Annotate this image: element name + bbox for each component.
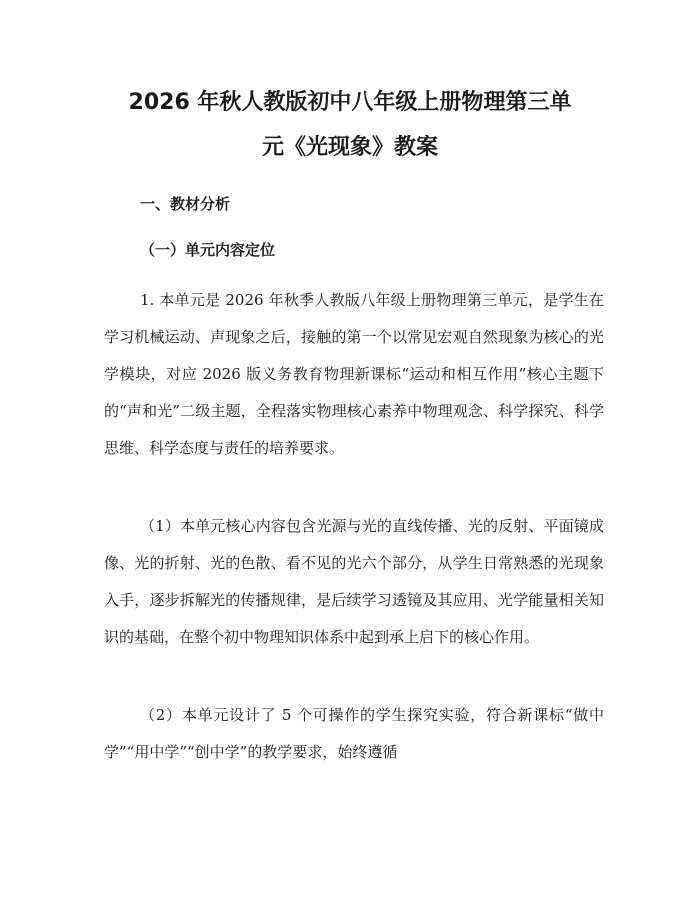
paragraph-3: （2）本单元设计了 5 个可操作的学生探究实验，符合新课标“做中学”“用中学”“创中学”的教学要求，始终遵循 [104, 706, 604, 761]
document-title-line-1: 2026 年秋人教版初中八年级上册物理第三单 [128, 90, 572, 115]
document-title-line-2: 元《光现象》教案 [261, 135, 438, 160]
paragraph-2: （1）本单元核心内容包含光源与光的直线传播、光的反射、平面镜成像、光的折射、光的色散、看不见的光六个部分，从学生日常熟悉的光现象入手，逐步拆解光的传播规律，是后续学习透镜及其应用、光学能量相关知识的基础，在整个初中物理知识体系中起到承上启下的核心作用。 [104, 517, 604, 646]
subsection-heading: （一）单元内容定位 [140, 241, 276, 259]
section-heading: 一、教材分析 [140, 195, 231, 213]
paragraph-1: 1. 本单元是 2026 年秋季人教版八年级上册物理第三单元，是学生在学习机械运动、声现象之后，接触的第一个以常见宏观自然现象为核心的光学模块，对应 2026 版义务教育物理新课标“运动和相互作用”核心主题下的“声和光”二级主题，全程落实物理核心素养中物理观念、科学探究、科学思维、科学态度与责任的培养要求。 [104, 291, 604, 457]
